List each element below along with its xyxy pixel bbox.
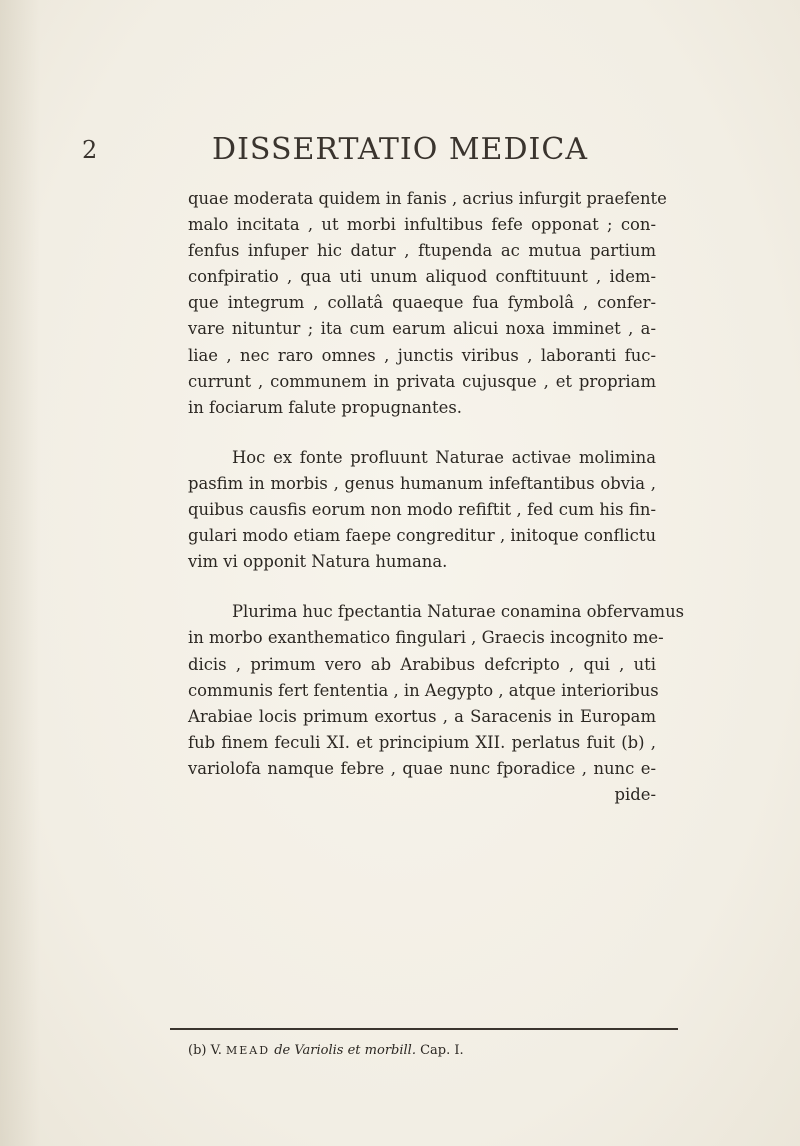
running-title: DISSERTATIO MEDICA: [212, 132, 588, 167]
paragraph-3: [188, 599, 685, 808]
footnote-author: MEAD: [226, 1044, 271, 1057]
footnote-marker: (b): [188, 1043, 207, 1058]
footnote-author-prefix: V.: [210, 1043, 222, 1058]
catchword: pide-: [614, 784, 656, 804]
text-line: quae moderata quidem in fanis , acrius infurgit praefente: [188, 189, 667, 208]
text-line: Hoc ex fonte profluunt Naturae activae molimina: [232, 447, 656, 467]
body-text: [188, 186, 685, 808]
footnote-rule: [170, 1028, 678, 1030]
text-line: quibus causfis eorum non modo refiftit , fed cum his fin-: [188, 500, 656, 520]
paragraph-1: [188, 186, 667, 421]
page-number: 2: [82, 136, 98, 164]
text-line: fenfus infuper hic datur , ftupenda ac mutua partium: [188, 241, 656, 261]
text-line: liae , nec raro omnes , junctis viribus , laboranti fuc-: [188, 345, 656, 365]
text-line: fub finem feculi XI. et principium XII. perlatus fuit (b) ,: [188, 732, 656, 752]
text-line: pasfim in morbis , genus humanum infeftantibus obvia ,: [188, 473, 656, 493]
text-line: confpiratio , qua uti unum aliquod conftituunt , idem-: [188, 267, 656, 287]
text-line: vare nituntur ; ita cum earum alicui noxa imminet , a-: [188, 319, 656, 339]
paragraph-gap: [188, 575, 656, 599]
text-line: communis fert fententia , in Aegypto , atque interioribus: [188, 680, 659, 700]
paragraph-2: [188, 445, 656, 575]
text-line: que integrum , collatâ quaeque fua fymbolâ , confer-: [188, 293, 656, 313]
text-line: in morbo exanthematico fingulari , Graecis incognito me-: [188, 628, 664, 648]
footnote: [188, 1043, 464, 1058]
text-line: vim vi opponit Natura humana.: [188, 552, 448, 572]
footnote-locator: Cap. I.: [420, 1043, 464, 1058]
text-line: in fociarum falute propugnantes.: [188, 397, 462, 417]
page-header: [0, 132, 800, 172]
text-line: malo incitata , ut morbi infultibus fefe opponat ; con-: [188, 215, 656, 235]
footnote-title: de Variolis et morbill.: [274, 1043, 416, 1058]
text-line: variolofa namque febre , quae nunc fporadice , nunc e-: [188, 758, 656, 778]
text-line: gulari modo etiam faepe congreditur , initoque conflictu: [188, 526, 656, 546]
text-line: Arabiae locis primum exortus , a Saracenis in Europam: [188, 706, 656, 726]
paragraph-gap: [188, 421, 656, 445]
text-line: dicis , primum vero ab Arabibus defcripto , qui , uti: [188, 654, 656, 674]
text-line: currunt , communem in privata cujusque , et propriam: [188, 371, 656, 391]
text-line: Plurima huc fpectantia Naturae conamina obfervamus: [232, 602, 685, 622]
